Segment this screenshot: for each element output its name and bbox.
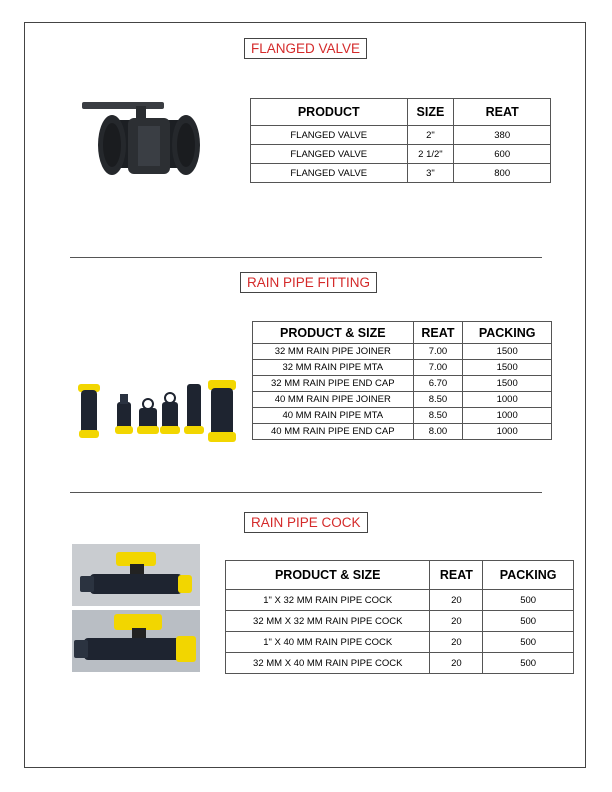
table-row [253, 392, 552, 408]
header-product-size: PRODUCT & SIZE [226, 561, 430, 590]
table-row [253, 344, 552, 360]
product-cell: FLANGED VALVE [251, 126, 408, 145]
flanged-valve-title: FLANGED VALVE [244, 38, 367, 59]
table-row [226, 632, 574, 653]
product-cell: 32 MM RAIN PIPE JOINER [253, 344, 414, 360]
header-reat: REAT [430, 561, 483, 590]
header-size: SIZE [407, 99, 454, 126]
size-cell: 3" [407, 164, 454, 183]
product-cell: 1" X 40 MM RAIN PIPE COCK [226, 632, 430, 653]
reat-cell: 7.00 [413, 344, 463, 360]
table-row [251, 164, 551, 183]
reat-cell: 380 [454, 126, 551, 145]
reat-cell: 20 [430, 653, 483, 674]
table-row [226, 590, 574, 611]
packing-cell: 500 [483, 632, 574, 653]
product-cell: 40 MM RAIN PIPE END CAP [253, 424, 414, 440]
product-cell: FLANGED VALVE [251, 164, 408, 183]
product-cell: 32 MM X 40 MM RAIN PIPE COCK [226, 653, 430, 674]
product-cell: 1" X 32 MM RAIN PIPE COCK [226, 590, 430, 611]
table-row [226, 653, 574, 674]
reat-cell: 20 [430, 632, 483, 653]
header-reat: REAT [454, 99, 551, 126]
rain-pipe-fittings-photo [76, 374, 242, 446]
packing-cell: 1000 [463, 424, 552, 440]
reat-cell: 600 [454, 145, 551, 164]
header-product: PRODUCT [251, 99, 408, 126]
section-divider [70, 257, 542, 258]
reat-cell: 8.50 [413, 392, 463, 408]
rain-pipe-fitting-table [252, 321, 552, 440]
packing-cell: 1500 [463, 344, 552, 360]
table-row [251, 145, 551, 164]
rain-pipe-fitting-title: RAIN PIPE FITTING [240, 272, 377, 293]
header-product-size: PRODUCT & SIZE [253, 322, 414, 344]
reat-cell: 8.50 [413, 408, 463, 424]
rain-pipe-cock-photo [72, 544, 200, 672]
reat-cell: 800 [454, 164, 551, 183]
size-cell: 2" [407, 126, 454, 145]
packing-cell: 500 [483, 590, 574, 611]
product-cell: 40 MM RAIN PIPE MTA [253, 408, 414, 424]
reat-cell: 20 [430, 590, 483, 611]
packing-cell: 1500 [463, 376, 552, 392]
flanged-valve-table [250, 98, 551, 183]
product-cell: 32 MM RAIN PIPE MTA [253, 360, 414, 376]
reat-cell: 7.00 [413, 360, 463, 376]
section-divider [70, 492, 542, 493]
product-cell: 40 MM RAIN PIPE JOINER [253, 392, 414, 408]
packing-cell: 500 [483, 653, 574, 674]
reat-cell: 8.00 [413, 424, 463, 440]
table-row [253, 408, 552, 424]
table-row [253, 360, 552, 376]
table-row [226, 611, 574, 632]
rain-pipe-cock-table [225, 560, 574, 674]
table-row [253, 424, 552, 440]
product-cell: 32 MM X 32 MM RAIN PIPE COCK [226, 611, 430, 632]
flanged-valve-photo [78, 96, 222, 188]
header-packing: PACKING [483, 561, 574, 590]
header-packing: PACKING [463, 322, 552, 344]
packing-cell: 1000 [463, 408, 552, 424]
packing-cell: 500 [483, 611, 574, 632]
size-cell: 2 1/2" [407, 145, 454, 164]
packing-cell: 1000 [463, 392, 552, 408]
table-row [253, 376, 552, 392]
reat-cell: 6.70 [413, 376, 463, 392]
product-cell: FLANGED VALVE [251, 145, 408, 164]
rain-pipe-cock-title: RAIN PIPE COCK [244, 512, 368, 533]
table-row [251, 126, 551, 145]
reat-cell: 20 [430, 611, 483, 632]
product-cell: 32 MM RAIN PIPE END CAP [253, 376, 414, 392]
header-reat: REAT [413, 322, 463, 344]
packing-cell: 1500 [463, 360, 552, 376]
